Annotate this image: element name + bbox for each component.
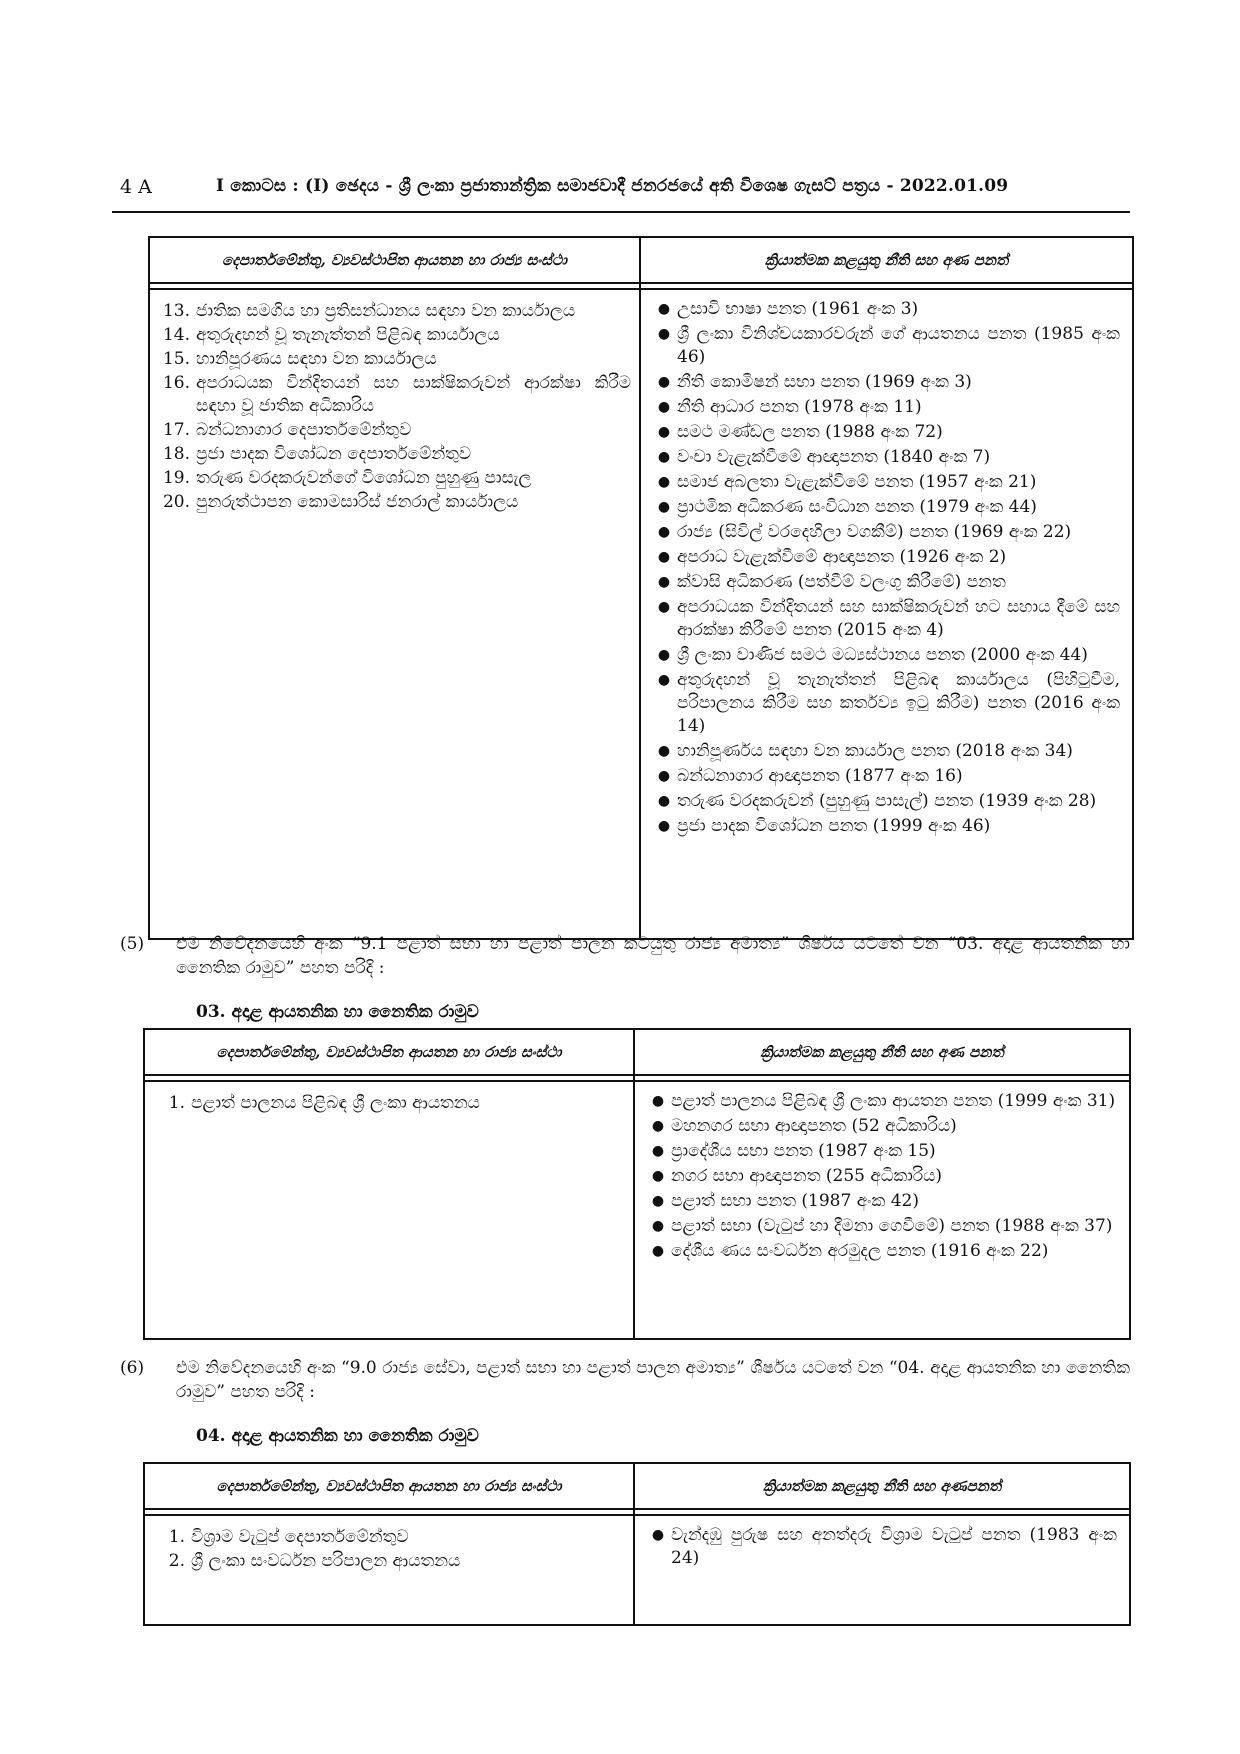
law-text: තරුණ වරදකරුවන් (පුහුණු පාසැල්) පනත (1939 අංක 28)	[677, 791, 1097, 811]
table-header-row	[144, 1029, 1130, 1075]
list-item	[160, 443, 631, 466]
item-text: තරුණ වරදකරුවන්ගේ විශෝධන පුහුණු පාසැල	[196, 468, 532, 488]
item-text: අතුරුදහන් වූ තැනැත්තන් පිළිබඳ කාර්යාලය	[196, 325, 500, 345]
bullet-icon: ●	[657, 474, 671, 490]
paragraph-number: (5)	[120, 934, 145, 954]
bullet-icon: ●	[651, 1218, 665, 1234]
bullet-icon: ●	[657, 449, 671, 465]
law-text: රාජ්‍ය (සිවිල් වරදෙහිලා වගකීම්) පනත (1969 අංක 22)	[677, 522, 1072, 542]
law-item	[651, 740, 1120, 763]
bullet-icon: ●	[657, 549, 671, 565]
bullet-icon: ●	[657, 768, 671, 784]
bullet-icon: ●	[657, 574, 671, 590]
law-text: ක්වාසි අධිකරණ (පත්වීම් වලංගු කිරීමේ) පනත	[677, 572, 1006, 592]
law-text: ශ්‍රී ලංකා විනිශ්චයකාරවරුන් ගේ ආයතනය පනත (1985 අංක 46)	[677, 324, 1120, 367]
item-text: හානිපූරණය සඳහා වන කාර්යාලය	[196, 349, 437, 369]
item-number: 16.	[162, 373, 190, 393]
header-divider	[112, 211, 1130, 213]
item-number: 1.	[168, 1093, 185, 1113]
table-body-row	[144, 1081, 1130, 1339]
gazette-title: I කොටස : (I) ඡෙදය - ශ්‍රී ලංකා ප්‍රජාතාන්ත්‍රික සමාජවාදී ජනරජයේ අති විශෙෂ ගැසට් පත්‍රය - 2022.01.09	[216, 176, 1009, 196]
table-3	[143, 1462, 1131, 1626]
law-item	[645, 1115, 1117, 1138]
header-departments: දෙපාර්තමේන්තු, ව්‍යවස්ථාපිත ආයතන හා රාජ්‍ය සංස්ථා	[149, 237, 640, 283]
bullet-icon: ●	[651, 1118, 665, 1134]
law-text: ප්‍රජා පාදක විශෝධන පනත (1999 අංක 46)	[677, 816, 991, 836]
law-text: ප්‍රාථමික අධිකරණ සංවිධාන පනත (1979 අංක 44)	[677, 497, 1037, 517]
law-text: පළාත් සභා (වැටුප් හා දීමනා ගෙවීමේ) පනත (1988 අංක 37)	[671, 1216, 1113, 1236]
law-text: ශ්‍රී ලංකා වාණිජ සමථ මධ්‍යස්ථානය පනත (2000 අංක 44)	[677, 645, 1088, 665]
bullet-icon: ●	[651, 1143, 665, 1159]
law-item	[645, 1090, 1117, 1113]
law-item	[651, 323, 1120, 369]
law-item	[645, 1524, 1117, 1570]
list-item	[155, 1550, 625, 1573]
bullet-icon: ●	[657, 599, 671, 615]
table-header-row	[144, 1463, 1130, 1509]
table-body-row	[149, 289, 1133, 939]
law-item	[651, 596, 1120, 642]
departments-list	[144, 1081, 634, 1339]
header-laws: ක්‍රියාත්මක කළයුතු නීති සහ අණ පනත්	[640, 237, 1133, 283]
law-item	[645, 1215, 1117, 1238]
header-laws: ක්‍රියාත්මක කළයුතු නීති සහ අණපනත්	[634, 1463, 1130, 1509]
item-number: 17.	[162, 420, 190, 440]
law-item	[651, 571, 1120, 594]
bullet-icon: ●	[657, 326, 671, 342]
law-item	[651, 496, 1120, 519]
law-text: සමාජ අබලතා වැළැක්වීමේ පනත (1957 අංක 21)	[677, 472, 1037, 492]
laws-list	[634, 1081, 1130, 1339]
law-item	[651, 298, 1120, 321]
law-text: බන්ධනාගාර ආඥාපනත (1877 අංක 16)	[677, 766, 963, 786]
law-text: හානිපූර්ණය සඳහා වන කාර්යාල පනත (2018 අංක 34)	[677, 741, 1073, 761]
law-item	[651, 421, 1120, 444]
item-number: 20.	[162, 492, 190, 512]
list-item	[160, 467, 631, 490]
law-text: මහනගර සභා ආඥාපනත (52 අධිකාරිය)	[671, 1116, 957, 1136]
item-number: 19.	[162, 468, 190, 488]
law-item	[651, 765, 1120, 788]
law-item	[645, 1140, 1117, 1163]
bullet-icon: ●	[657, 793, 671, 809]
law-item	[651, 446, 1120, 469]
paragraph-text: එම නිවේදනයෙහි අංක “9.1 පළාත් සභා හා පළාත් පාලන කටයුතු රාජ්‍ය අමාත්‍ය” ශීර්ෂය යටතේ වන “03. අදාළ ආයතනික හා නෛතික රාමුව” පහත පරිදි :	[176, 934, 1130, 978]
section-3-title: 03. අදාළ ආයතනික හා නෛතික රාමුව	[196, 1002, 479, 1022]
law-text: වංචා වැළැක්වීමේ ආඥාපනත (1840 අංක 7)	[677, 447, 991, 467]
bullet-icon: ●	[651, 1093, 665, 1109]
header-departments: දෙපාර්තමේන්තු, ව්‍යවස්ථාපිත ආයතන හා රාජ්‍ය සංස්ථා	[144, 1029, 634, 1075]
paragraph-number: (6)	[120, 1358, 145, 1378]
law-text: පළාත් සභා පනත (1987 අංක 42)	[671, 1191, 919, 1211]
law-text: දේශීය ණය සංවර්ධන අරමුදල පනත (1916 අංක 22)	[671, 1241, 1049, 1261]
bullet-icon: ●	[657, 301, 671, 317]
law-item	[651, 396, 1120, 419]
table-1	[148, 236, 1134, 940]
law-text: උසාවි භාෂා පනත (1961 අංක 3)	[677, 299, 919, 319]
law-text: අපරාධයක වින්දිතයන් සහ සාක්ෂිකරුවන් හට සහාය දීමේ සහ ආරක්ෂා කිරීමේ පනත (2015 අංක 4)	[677, 597, 1120, 640]
law-text: සමථ මණ්ඩල පනත (1988 අංක 72)	[677, 422, 943, 442]
item-number: 14.	[162, 325, 190, 345]
bullet-icon: ●	[657, 524, 671, 540]
list-item	[155, 1526, 625, 1549]
list-item	[160, 348, 631, 371]
law-item	[645, 1165, 1117, 1188]
list-item	[155, 1092, 625, 1115]
law-item	[651, 790, 1120, 813]
list-item	[160, 300, 631, 323]
bullet-icon: ●	[651, 1193, 665, 1209]
item-text: ජාතික සමගිය හා ප්‍රතිසන්ධානය සඳහා වන කාර්යාලය	[196, 301, 576, 321]
law-text: නීති ආධාර පනත (1978 අංක 11)	[677, 397, 922, 417]
paragraph-5	[120, 932, 1130, 980]
list-item	[160, 324, 631, 347]
list-item	[160, 419, 631, 442]
page-number: 4 A	[120, 176, 152, 198]
item-text: පුනරුත්ථාපන කොමසාරිස් ජනරාල් කාර්යාලය	[196, 492, 519, 512]
bullet-icon: ●	[657, 818, 671, 834]
bullet-icon: ●	[657, 424, 671, 440]
table-header-row	[149, 237, 1133, 283]
bullet-icon: ●	[657, 743, 671, 759]
item-number: 13.	[162, 301, 190, 321]
laws-list	[640, 289, 1133, 939]
item-number: 18.	[162, 444, 190, 464]
bullet-icon: ●	[651, 1168, 665, 1184]
law-text: අපරාධ වැළැක්වීමේ ආඥාපනත (1926 අංක 2)	[677, 547, 1007, 567]
law-item	[651, 521, 1120, 544]
header-laws: ක්‍රියාත්මක කළයුතු නීති සහ අණ පනත්	[634, 1029, 1130, 1075]
departments-list	[144, 1515, 634, 1625]
law-text: නීති කොමිෂන් සභා පනත (1969 අංක 3)	[677, 372, 972, 392]
item-number: 1.	[168, 1527, 185, 1547]
departments-list	[149, 289, 640, 939]
list-item	[160, 491, 631, 514]
header-departments: දෙපාර්තමේන්තු, ව්‍යවස්ථාපිත ආයතන හා රාජ්‍ය සංස්ථා	[144, 1463, 634, 1509]
item-text: බන්ධනාගාර දෙපාර්තමේන්තුව	[196, 420, 412, 440]
item-text: ශ්‍රී ලංකා සංවර්ධන පරිපාලන ආයතනය	[191, 1551, 461, 1571]
law-text: අතුරුදහන් වූ තැනැත්තන් පිළිබඳ කාර්යාලය (පිහිටුවීම, පරිපාලනය කිරීම සහ කර්තව්‍ය ඉටු කිරීම) පනත (2016 අංක 14)	[677, 670, 1120, 736]
law-item	[651, 471, 1120, 494]
law-item	[651, 644, 1120, 667]
law-item	[645, 1190, 1117, 1213]
list-item	[160, 372, 631, 418]
law-text: නගර සභා ආඥාපනත (255 අධිකාරිය)	[671, 1166, 942, 1186]
bullet-icon: ●	[657, 672, 671, 688]
item-text: විශ්‍රාම වැටුප් දෙපාර්තමේන්තුව	[191, 1527, 409, 1547]
item-text: අපරාධයක වින්දිතයන් සහ සාක්ෂිකරුවන් ආරක්ෂා කිරීම සඳහා වූ ජාතික අධිකාරිය	[196, 373, 631, 416]
law-item	[651, 669, 1120, 738]
law-item	[651, 815, 1120, 838]
bullet-icon: ●	[657, 647, 671, 663]
law-item	[651, 546, 1120, 569]
bullet-icon: ●	[657, 374, 671, 390]
item-text: ප්‍රජා පාදක විශෝධන දෙපාර්තමේන්තුව	[196, 444, 472, 464]
item-number: 2.	[168, 1551, 185, 1571]
paragraph-6	[120, 1356, 1130, 1404]
table-2	[143, 1028, 1131, 1340]
bullet-icon: ●	[651, 1243, 665, 1259]
bullet-icon: ●	[657, 399, 671, 415]
item-text: පළාත් පාලනය පිළිබඳ ශ්‍රී ලංකා ආයතනය	[191, 1093, 480, 1113]
bullet-icon: ●	[657, 499, 671, 515]
page-header	[120, 176, 1130, 206]
table-body-row	[144, 1515, 1130, 1625]
bullet-icon: ●	[651, 1527, 665, 1543]
law-text: වැන්දඹු පුරුෂ සහ අනත්දරු විශ්‍රාම වැටුප් පනත (1983 අංක 24)	[671, 1525, 1117, 1568]
law-item	[645, 1240, 1117, 1263]
paragraph-text: එම නිවේදනයෙහි අංක “9.0 රාජ්‍ය සේවා, පළාත් සභා හා පළාත් පාලන අමාත්‍ය” ශීර්ෂය යටතේ වන “04. අදාළ ආයතනික හා නෛතික රාමුව” පහත පරිදි :	[176, 1358, 1130, 1402]
laws-list	[634, 1515, 1130, 1625]
law-text: ප්‍රාදේශීය සභා පනත (1987 අංක 15)	[671, 1141, 936, 1161]
item-number: 15.	[162, 349, 190, 369]
law-text: පළාත් පාලනය පිළිබඳ ශ්‍රී ලංකා ආයතන පනත (1999 අංක 31)	[671, 1091, 1116, 1111]
section-4-title: 04. අදාළ ආයතනික හා නෛතික රාමුව	[196, 1426, 479, 1446]
law-item	[651, 371, 1120, 394]
